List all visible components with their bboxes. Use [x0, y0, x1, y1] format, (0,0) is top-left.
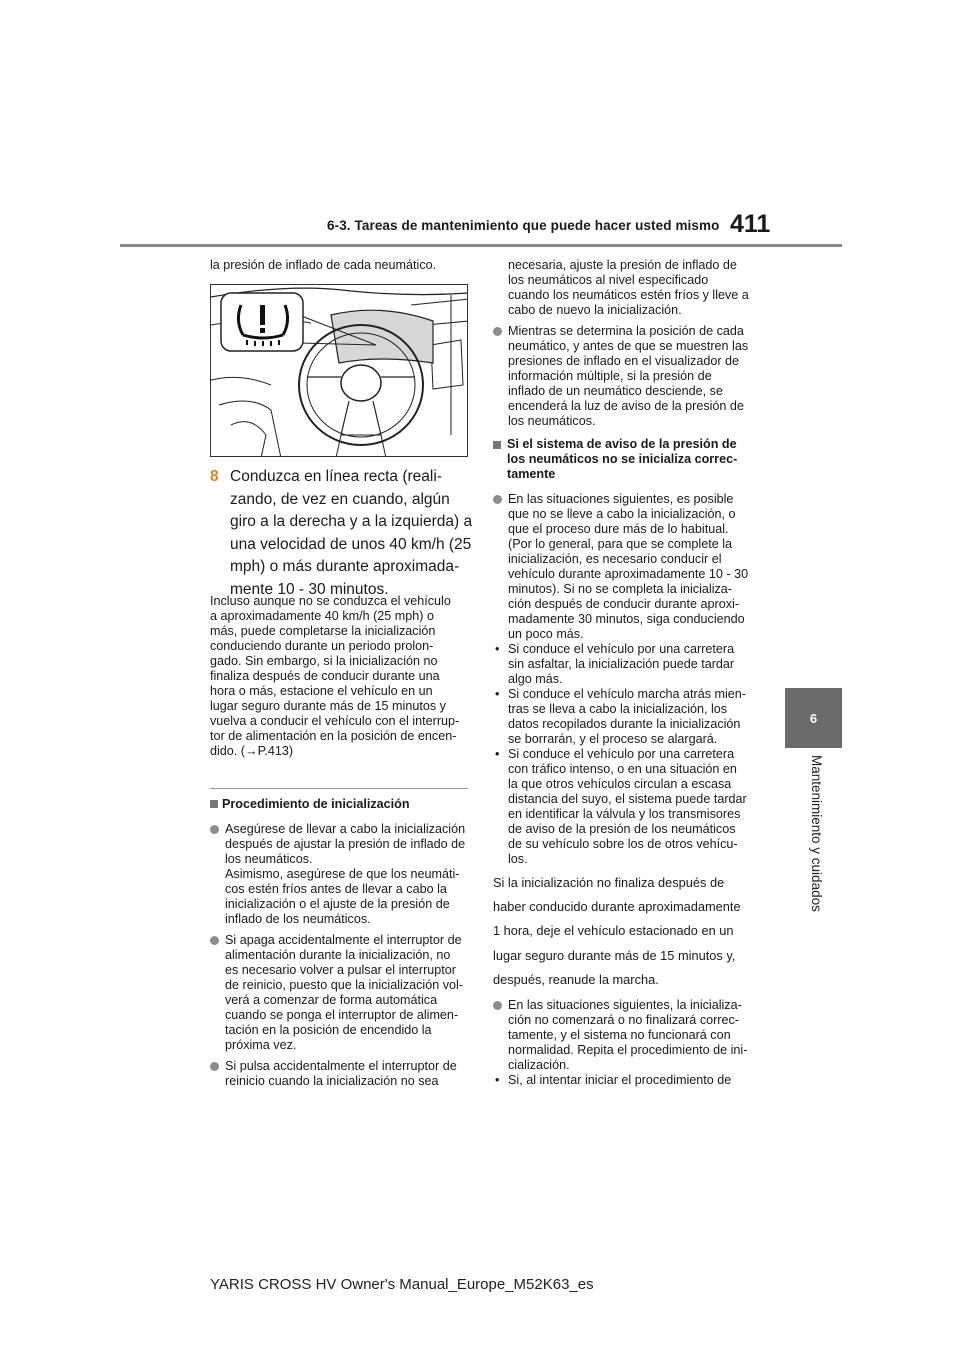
text-line: con tráfico intenso, o en una situación en	[508, 762, 737, 776]
text-line: haber conducido durante aproximadamente	[493, 899, 741, 915]
circle-bullet-icon	[493, 495, 502, 504]
text-line: los neumáticos.	[508, 414, 596, 428]
text-line: en identificar la válvula y los transmisores	[508, 807, 741, 821]
footer-manual-id: YARIS CROSS HV Owner's Manual_Europe_M52K63_es	[210, 1276, 594, 1293]
text-line: tamente, y el sistema no funcionará con	[508, 1028, 731, 1043]
text-line: los.	[508, 852, 528, 866]
text-line: inicialización o el ajuste de la presión de	[225, 897, 450, 911]
text-line: Si, al intentar iniciar el procedimiento de	[508, 1073, 732, 1088]
text-line: Asegúrese de llevar a cabo la inicialización	[225, 822, 466, 836]
text-line: cuando los neumáticos estén fríos y lleve a	[508, 288, 749, 302]
text-line: 1 hora, deje el vehículo estacionado en un	[493, 923, 734, 939]
text-line: tor de alimentación en la posición de encen-	[210, 729, 457, 743]
lead-text: la presión de inflado de cada neumático.	[210, 258, 437, 272]
list-item	[210, 822, 475, 927]
text-line: necesaria, ajuste la presión de inflado de	[508, 258, 737, 272]
step-line: Conduzca en línea recta (reali-	[230, 468, 442, 485]
text-line: lugar seguro durante más de 15 minutos y	[210, 699, 446, 713]
dashboard-illustration	[210, 284, 468, 457]
text-line: En las situaciones siguientes, es posible	[508, 492, 734, 506]
text-line: madamente 30 minutos, siga conduciendo	[508, 612, 745, 626]
step-8	[210, 466, 475, 601]
text-line: los neumáticos al nivel especificado	[508, 273, 709, 287]
text-line: conduciendo durante un periodo prolon-	[210, 639, 434, 653]
text-line: lugar seguro durante más de 15 minutos y,	[493, 947, 736, 963]
step-line: giro a la derecha y a la izquierda) a	[230, 513, 473, 530]
text-line: un poco más.	[508, 627, 584, 641]
step-line: mph) o más durante aproximada-	[230, 558, 460, 575]
text-line: Si la inicialización no finaliza después de	[493, 875, 725, 890]
text-line: que no se lleve a cabo la inicialización, o	[508, 507, 736, 521]
text-line: En las situaciones siguientes, la inicializa-	[508, 998, 742, 1013]
text-line: finaliza después de conducir durante una	[210, 669, 440, 683]
text-line: los neumáticos.	[225, 852, 313, 866]
text-line: presiones de inflado en el visualizador de	[508, 354, 740, 368]
list-item	[210, 1059, 475, 1089]
text-line: ción no comenzará o no finalizará correc-	[508, 1013, 739, 1028]
text-line: inflado de un neumático desciende, se	[508, 384, 723, 398]
text-line: encenderá la luz de aviso de la presión de	[508, 399, 744, 413]
text-line: Si el sistema de aviso de la presión de	[507, 437, 737, 451]
text-line: Si conduce el vehículo por una carretera	[508, 747, 735, 761]
text-line: Si conduce el vehículo por una carretera	[508, 642, 735, 656]
sub-bullet-marker: •	[495, 642, 500, 656]
circle-bullet-icon	[210, 1062, 219, 1071]
chapter-label: Mantenimiento y cuidados	[809, 755, 824, 912]
text-line: próxima vez.	[225, 1038, 297, 1052]
text-line: alimentación durante la inicialización, no	[225, 948, 451, 962]
sub-item	[493, 1073, 751, 1088]
list-item	[210, 933, 475, 1053]
text-line: algo más.	[508, 672, 563, 686]
text-line: inicialización, es necesario conducir el	[508, 552, 722, 566]
sub-item	[493, 687, 751, 747]
init-procedure-section	[210, 797, 475, 1095]
text-line: información múltiple, si la presión de	[508, 369, 712, 383]
circle-bullet-icon	[210, 936, 219, 945]
sub-item	[493, 642, 751, 687]
text-line: más, puede completarse la inicialización	[210, 624, 436, 638]
square-bullet-icon	[210, 800, 218, 808]
text-line: los neumáticos no se inicializa correc-	[507, 452, 738, 466]
text-line: vuelva a conducir el vehículo con el interrup-	[210, 714, 460, 728]
circle-bullet-icon	[210, 825, 219, 834]
text-line: Incluso aunque no se conduzca el vehículo	[210, 594, 451, 608]
section-title: 6-3. Tareas de mantenimiento que puede hacer usted mismo	[327, 218, 720, 233]
text-line: reinicio cuando la inicialización no sea	[225, 1074, 439, 1088]
info-paragraph	[210, 594, 475, 759]
body-paragraph	[493, 873, 751, 990]
text-line: cos estén fríos antes de llevar a cabo la	[225, 882, 447, 896]
continued-text	[493, 258, 751, 318]
text-line: de su vehículo sobre los de otros vehícu-	[508, 837, 738, 851]
text-line: Si conduce el vehículo marcha atrás mien-	[508, 687, 746, 701]
list-item	[493, 998, 751, 1073]
text-line: cialización.	[508, 1058, 570, 1073]
section-divider	[210, 788, 468, 789]
text-line: distancia del suyo, el sistema puede tardar	[508, 792, 747, 806]
text-line: sin asfaltar, la inicialización puede tardar	[508, 657, 735, 671]
text-line: cabo de nuevo la inicialización.	[508, 303, 682, 317]
text-line: es necesario volver a pulsar el interruptor	[225, 963, 456, 977]
text-line: tras se lleva a cabo la inicialización, los	[508, 702, 728, 716]
text-line: Si apaga accidentalmente el interruptor de	[225, 933, 462, 947]
text-line: se borrarán, y el proceso se alargará.	[508, 732, 718, 746]
step-line: mente 10 - 30 minutos.	[230, 580, 389, 598]
list-item	[493, 324, 751, 429]
text-line: tamente	[507, 467, 556, 481]
step-line: una velocidad de unos 40 km/h (25	[230, 535, 472, 553]
tire-pressure-warning-illustration-icon	[211, 285, 468, 457]
sub-bullet-marker: •	[495, 687, 500, 701]
text-line: hora o más, estacione el vehículo en un	[210, 684, 433, 698]
circle-bullet-icon	[493, 327, 502, 336]
section-heading: Procedimiento de inicialización	[222, 797, 410, 811]
circle-bullet-icon	[493, 1001, 502, 1010]
list-item	[493, 492, 751, 642]
text-line: normalidad. Repita el procedimiento de ini-	[508, 1043, 748, 1058]
step-number: 8	[210, 468, 219, 485]
text-line: la que otros vehículos circulan a escasa	[508, 777, 732, 791]
text-line: tación en la posición de encendido la	[225, 1023, 432, 1037]
text-line: después, reanude la marcha.	[493, 971, 659, 987]
text-line: Si pulsa accidentalmente el interruptor de	[225, 1059, 457, 1073]
right-column	[493, 258, 751, 1088]
text-line: Asimismo, asegúrese de que los neumáti-	[225, 867, 460, 881]
square-bullet-icon	[493, 441, 501, 449]
text-line: vehículo durante aproximadamente 10 - 30	[508, 567, 749, 581]
text-line: cuando se ponga el interruptor de alimen-	[225, 1008, 459, 1022]
sub-item	[493, 747, 751, 867]
text-line: verá a comenzar de forma automática	[225, 993, 438, 1007]
text-line: minutos). Si no se completa la inicializa-	[508, 582, 732, 596]
text-line: Mientras se determina la posición de cada	[508, 324, 744, 338]
text-line: (Por lo general, para que se complete la	[508, 537, 733, 551]
sub-bullet-marker: •	[495, 1073, 500, 1088]
text-line: neumático, y antes de que se muestren las	[508, 339, 749, 353]
page-number: 411	[730, 210, 771, 238]
text-line: ción después de conducir durante aproxi-	[508, 597, 740, 611]
text-line: inflado de los neumáticos.	[225, 912, 371, 926]
text-line: a aproximadamente 40 km/h (25 mph) o	[210, 609, 435, 623]
text-line: datos recopilados durante la inicialización	[508, 717, 741, 731]
section-heading	[493, 437, 751, 482]
text-line: gado. Sin embargo, si la inicialización no	[210, 654, 438, 668]
text-line: de aviso de la presión de los neumáticos	[508, 822, 736, 836]
chapter-tab: 6	[785, 688, 842, 748]
text-line: después de ajustar la presión de inflado de	[225, 837, 466, 851]
sub-bullet-marker: •	[495, 747, 500, 761]
page-reference-link[interactable]: dido. (→P.413)	[210, 744, 294, 758]
header-divider	[120, 244, 842, 247]
text-line: de reinicio, puesto que la inicialización vol-	[225, 978, 464, 992]
text-line: que el proceso dure más de lo habitual.	[508, 522, 729, 536]
step-line: zando, de vez en cuando, algún	[230, 490, 450, 508]
